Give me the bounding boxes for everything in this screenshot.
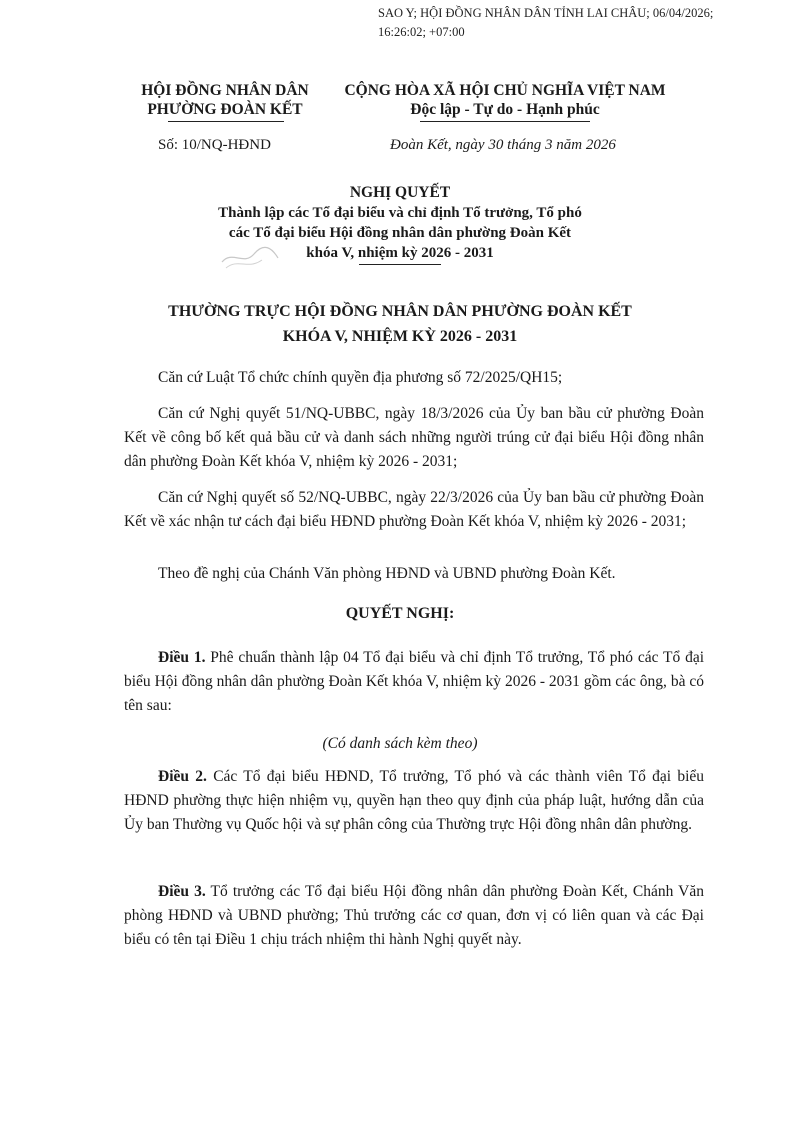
article-3-label: Điều 3. [158, 883, 206, 900]
article-3 [124, 880, 704, 952]
article-2 [124, 765, 704, 837]
title-underline [359, 264, 441, 265]
national-title: CỘNG HÒA XÃ HỘI CHỦ NGHĨA VIỆT NAM [344, 82, 666, 99]
title-line-2: các Tổ đại biểu Hội đồng nhân dân phường Đoàn Kết [228, 225, 572, 241]
title-line-3: khóa V, nhiệm kỳ 2026 - 2031 [306, 245, 494, 261]
document-type: NGHỊ QUYẾT [349, 184, 451, 201]
stamp-line-2: 16:26:02; +07:00 [378, 25, 465, 39]
article-2-text: Các Tổ đại biểu HĐND, Tổ trưởng, Tổ phó và các thành viên Tổ đại biểu HĐND phường thực hiện nhiệm vụ, quyền hạn theo quy định của pháp luật, hướng dẫn của Ủy ban Thường vụ Quốc hội và sự phân công của Thường trực Hội đồng nhân dân phường. [124, 768, 705, 833]
issuer-header-underline [168, 121, 284, 122]
issuing-body [100, 299, 700, 349]
article-2-label: Điều 2. [158, 768, 207, 785]
proposal-basis: Theo đề nghị của Chánh Văn phòng HĐND và UBND phường Đoàn Kết. [158, 565, 616, 582]
document-number: Số: 10/NQ-HĐND [158, 137, 271, 153]
national-header [340, 81, 670, 119]
article-3-text: Tổ trưởng các Tổ đại biểu Hội đồng nhân dân phường Đoàn Kết, Chánh Văn phòng HĐND và UBND phường; Thủ trưởng các cơ quan, đơn vị có liên quan và các Đại biểu có tên tại Điều 1 chịu trách nhiệm thi hành Nghị quyết này. [124, 883, 704, 948]
national-motto: Độc lập - Tự do - Hạnh phúc [410, 101, 600, 118]
article-1 [124, 646, 704, 718]
issuer-header [120, 81, 330, 119]
issuer-header-line-2: PHƯỜNG ĐOÀN KẾT [147, 101, 303, 118]
digital-copy-stamp [378, 4, 788, 42]
national-motto-underline [420, 121, 590, 122]
article-1-label: Điều 1. [158, 649, 206, 666]
legal-basis-2: Căn cứ Nghị quyết 51/NQ-UBBC, ngày 18/3/2026 của Ủy ban bầu cử phường Đoàn Kết về công bố kết quả bầu cử và danh sách những người trúng cử đại biểu Hội đồng nhân dân phường Đoàn Kết khóa V, nhiệm kỳ 2026 - 2031; [124, 405, 704, 470]
document-title [120, 183, 680, 265]
attached-list-note: (Có danh sách kèm theo) [322, 735, 478, 752]
resolve-heading: QUYẾT NGHỊ: [345, 605, 455, 622]
article-1-text: Phê chuẩn thành lập 04 Tổ đại biểu và chỉ định Tổ trưởng, Tổ phó các Tổ đại biểu Hội đồng nhân dân phường Đoàn Kết khóa V, nhiệm kỳ 2026 - 2031 gồm các ông, bà có tên sau: [124, 649, 705, 714]
place-and-date: Đoàn Kết, ngày 30 tháng 3 năm 2026 [390, 137, 616, 153]
issuing-body-line-2: KHÓA V, NHIỆM KỲ 2026 - 2031 [282, 328, 518, 345]
issuing-body-line-1: THƯỜNG TRỰC HỘI ĐỒNG NHÂN DÂN PHƯỜNG ĐOÀN KẾT [168, 303, 632, 320]
issuer-header-line-1: HỘI ĐỒNG NHÂN DÂN [141, 82, 309, 99]
legal-basis-3: Căn cứ Nghị quyết số 52/NQ-UBBC, ngày 22/3/2026 của Ủy ban bầu cử phường Đoàn Kết về xác nhận tư cách đại biểu HĐND phường Đoàn Kết khóa V, nhiệm kỳ 2026 - 2031; [124, 489, 704, 530]
stamp-line-1: SAO Y; HỘI ĐỒNG NHÂN DÂN TỈNH LAI CHÂU; 06/04/2026; [378, 6, 714, 20]
legal-basis-1: Căn cứ Luật Tổ chức chính quyền địa phương số 72/2025/QH15; [158, 369, 563, 386]
title-line-1: Thành lập các Tổ đại biểu và chỉ định Tổ trưởng, Tổ phó [218, 205, 582, 221]
